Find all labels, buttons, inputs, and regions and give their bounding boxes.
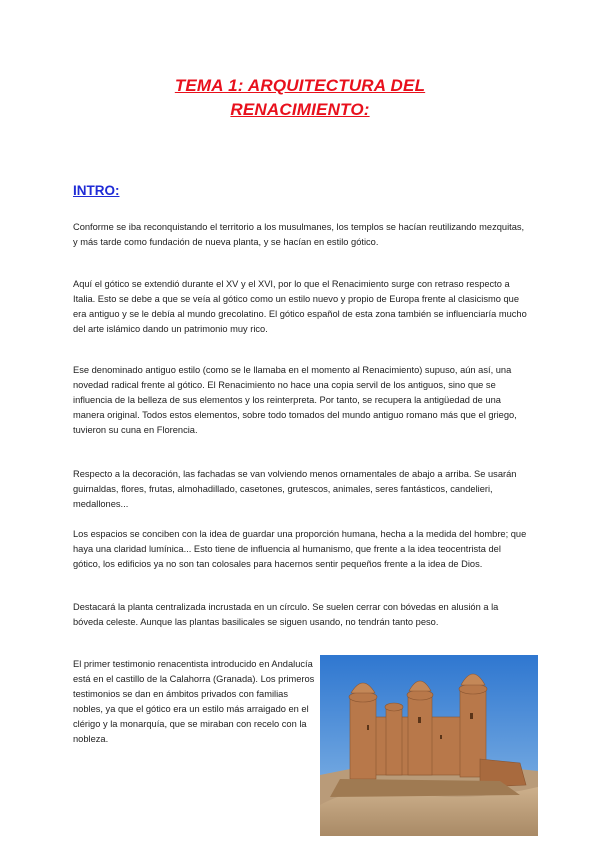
paragraph-2: Aquí el gótico se extendió durante el XV y el XVI, por lo que el Renacimiento surge con retraso respecto a Italia. Esto se debe a que se veía al gótico como un estilo nuevo y propio de Europa frente al clasicismo que era antiguo y se le debía al mundo grecolatino. El gótico español de esta zona también se influenciaría mucho del arte islámico dando un patrimonio muy rico. <box>73 279 527 334</box>
title-line-1: TEMA 1: ARQUITECTURA DEL <box>174 76 426 95</box>
paragraph-1: Conforme se iba reconquistando el territorio a los musulmanes, los templos se hacían reutilizando mezquitas, y más tarde como fundación de nueva planta, y se hacían en estilo gótico. <box>73 222 525 247</box>
paragraph-4: Respecto a la decoración, las fachadas se van volviendo menos ornamentales de abajo a arriba. Se usarán guirnaldas, flores, frutas, almohadillado, casetones, grutescos, animales, seres fantásticos, candelieri, medallones... <box>73 469 517 509</box>
section-heading-intro: INTRO: <box>73 183 120 198</box>
castle-photo <box>320 655 538 836</box>
document-title <box>60 74 540 122</box>
title-line-2: RENACIMIENTO: <box>230 100 370 119</box>
paragraph-3: Ese denominado antiguo estilo (como se le llamaba en el momento al Renacimiento) supuso, aún así, una novedad radical frente al gótico. El Renacimiento no hace una copia servil de los antiguos, sino que se influencia de la belleza de sus elementos y los reinterpreta. Por tanto, se recupera la antigüedad de una manera original. Todos estos elementos, sobre todo tomados del mundo antiguo romano más que el griego, tuvieron su cuna en Florencia. <box>73 365 517 435</box>
rocky-base <box>330 779 520 797</box>
paragraph-7: El primer testimonio renacentista introducido en Andalucía está en el castillo de la Calahorra (Granada). Los primeros testimonios se dan en ámbitos privados con familias nobles, ya que el gótico era un estilo más arraigado en el clérigo y la monarquía, que se miraban con recelo con la nobleza. <box>73 659 315 744</box>
paragraph-6: Destacará la planta centralizada incrustada en un círculo. Se suelen cerrar con bóvedas en alusión a la bóveda celeste. Aunque las plantas basilicales se siguen usando, no tendrán tanto peso. <box>73 602 499 627</box>
paragraph-5: Los espacios se conciben con la idea de guardar una proporción humana, hecha a la medida del hombre; que haya una claridad lumínica... Esto tiene de influencia al humanismo, que frente a la idea teocentrista del gótico, los edificios ya no son tan colosales para hacernos sentir pequeños frente a la idea de Dios. <box>73 529 527 569</box>
